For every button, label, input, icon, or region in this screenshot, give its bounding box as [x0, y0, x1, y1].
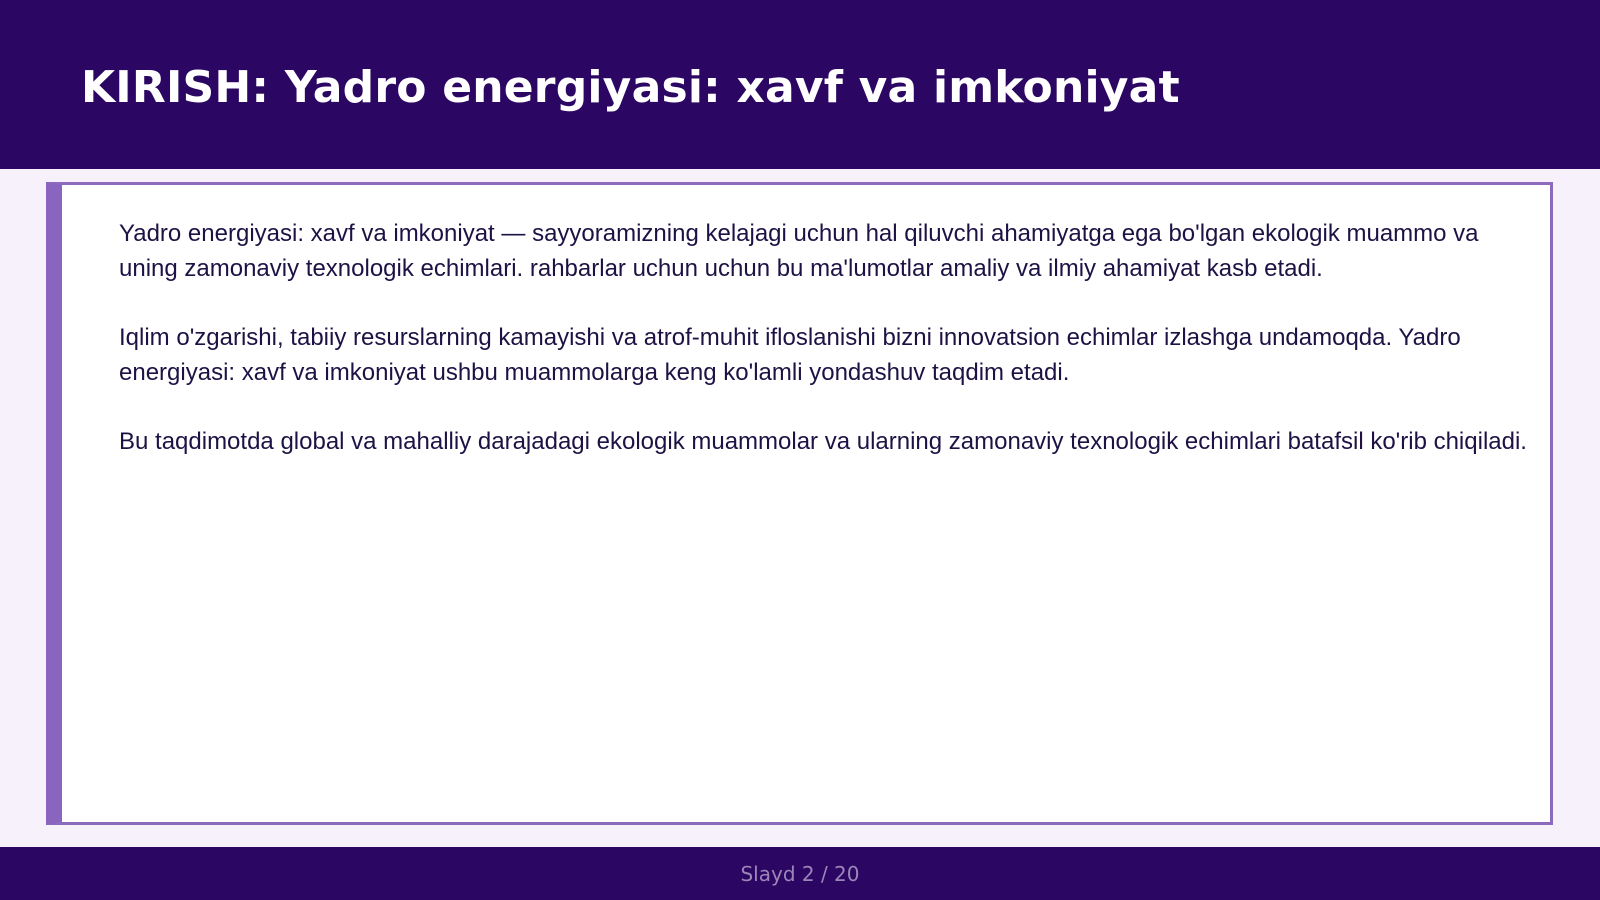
content-panel	[46, 182, 1553, 825]
slide-counter: Slayd 2 / 20	[740, 862, 860, 886]
slide-footer	[0, 847, 1600, 900]
content-paragraph: Yadro energiyasi: xavf va imkoniyat — sayyoramizning kelajagi uchun hal qiluvchi ahamiyatga ega bo'lgan ekologik muammo va uning zamonaviy texnologik echimlari. rahbarlar uchun uchun bu ma'lumotlar amaliy va ilmiy ahamiyat kasb etadi.	[119, 220, 1479, 282]
slide-title: KIRISH: Yadro energiyasi: xavf va imkoniyat	[81, 62, 1180, 113]
content-paragraph: Bu taqdimotda global va mahalliy darajadagi ekologik muammolar va ularning zamonaviy texnologik echimlari batafsil ko'rib chiqiladi.	[119, 428, 1527, 455]
content-paragraph: Iqlim o'zgarishi, tabiiy resurslarning kamayishi va atrof-muhit ifloslanishi bizni innovatsion echimlar izlashga undamoqda. Yadro energiyasi: xavf va imkoniyat ushbu muammolarga keng ko'lamli yondashuv taqdim etadi.	[119, 324, 1461, 386]
content-text	[119, 216, 1534, 493]
slide-header	[0, 0, 1600, 169]
